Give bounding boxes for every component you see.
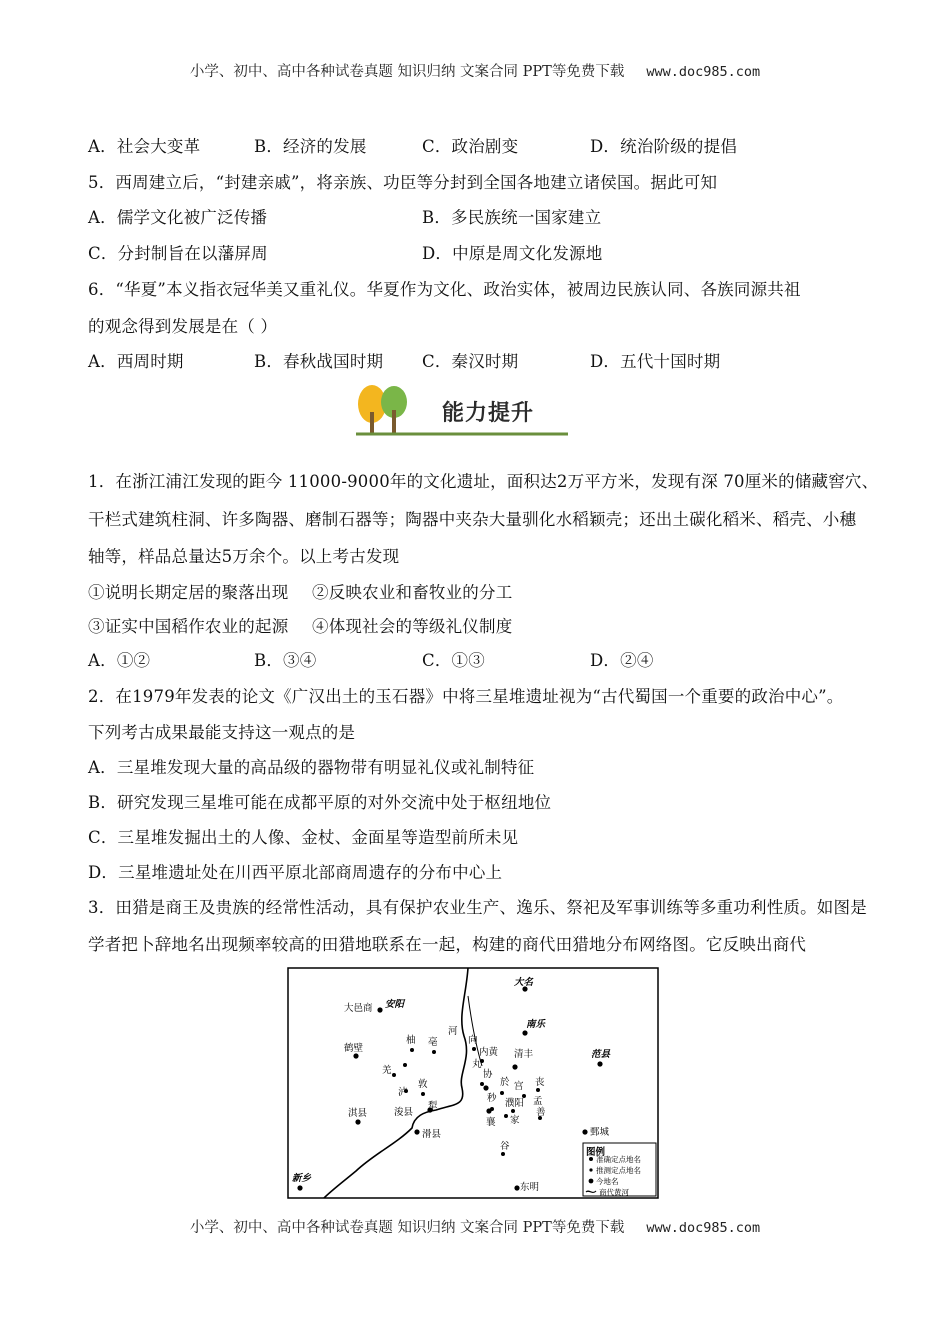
p2-option-a: A．三星堆发现大量的高品级的器物带有明显礼仪或礼制特征 bbox=[88, 758, 535, 777]
place-qiang: 羌 bbox=[382, 1065, 392, 1076]
p2-stem-line2: 下列考古成果最能支持这一观点的是 bbox=[88, 723, 356, 742]
p1-statement-3: ③证实中国稻作农业的起源 bbox=[88, 617, 289, 636]
p1-stem-line2: 干栏式建筑柱洞、许多陶器、磨制石器等；陶器中夹杂大量驯化水稻颖壳；还出土碳化稻米、稻壳、小穗 bbox=[88, 510, 857, 529]
q5-option-c: C．分封制旨在以藩屏周 bbox=[88, 244, 268, 263]
p1-option-d: D．②④ bbox=[590, 651, 654, 670]
place-neihuang: 内黄 bbox=[479, 1047, 499, 1058]
place-xinxiang: 新乡 bbox=[292, 1173, 312, 1184]
q5-option-a: A．儒学文化被广泛传播 bbox=[88, 208, 268, 227]
p1-option-b: B．③④ bbox=[254, 651, 317, 670]
p1-stem-line3: 轴等，样品总量达5万余个。以上考古发现 bbox=[88, 547, 400, 566]
q4-option-a: A．社会大变革 bbox=[88, 137, 201, 156]
q6-option-b: B．春秋战国时期 bbox=[254, 352, 384, 371]
place-sha: 秒 bbox=[487, 1093, 497, 1104]
place-gu: 谷 bbox=[500, 1141, 510, 1152]
place-puyang: 濮阳 bbox=[505, 1098, 525, 1109]
place-jiu: 丸 bbox=[472, 1059, 482, 1070]
q4-option-c: C．政治剧变 bbox=[422, 137, 519, 156]
q6-stem-line1: 6．“华夏”本义指衣冠华美又重礼仪。华夏作为文化、政治实体，被周边民族认同、各族同源共祖 bbox=[88, 280, 801, 299]
place-qixian: 淇县 bbox=[348, 1108, 368, 1119]
place-bo: 亳 bbox=[428, 1037, 438, 1048]
q6-option-c: C．秦汉时期 bbox=[422, 352, 519, 371]
place-qingfeng: 清丰 bbox=[514, 1049, 534, 1060]
place-nanle: 南乐 bbox=[526, 1019, 546, 1030]
p1-statement-2: ②反映农业和畜牧业的分工 bbox=[312, 583, 513, 602]
place-xie: 协 bbox=[483, 1069, 493, 1080]
place-gong: 宫 bbox=[514, 1081, 524, 1092]
header-text: 小学、初中、高中各种试卷真题 知识归纳 文案合同 PPT等免费下载 bbox=[189, 64, 625, 80]
place-fanxian: 范县 bbox=[591, 1049, 611, 1060]
place-anyang: 安阳 bbox=[385, 999, 405, 1010]
q6-stem-line2: 的观念得到发展是在（ ） bbox=[88, 317, 278, 336]
place-junxian: 浚县 bbox=[394, 1107, 414, 1118]
legend-accurate: 准确定点地名 bbox=[596, 1155, 641, 1164]
p2-option-b: B．研究发现三星堆可能在成都平原的对外交流中处于枢纽地位 bbox=[88, 793, 552, 812]
place-juancheng: 鄄城 bbox=[590, 1127, 610, 1138]
place-hebi: 鹤壁 bbox=[344, 1043, 364, 1054]
place-xiang: 向 bbox=[468, 1035, 478, 1046]
section-title: 能力提升 bbox=[442, 401, 535, 426]
p3-stem-line2: 学者把卜辞地名出现频率较高的田猎地联系在一起，构建的商代田猎地分布网络图。它反映出商代 bbox=[88, 935, 807, 954]
place-meng: 孟 bbox=[533, 1096, 543, 1107]
p1-statement-1: ①说明长期定居的聚落出现 bbox=[88, 583, 289, 602]
legend-river: 商代黄河 bbox=[599, 1188, 629, 1197]
section-banner bbox=[350, 382, 570, 440]
legend-title: 图例 bbox=[586, 1147, 606, 1158]
q4-option-b: B．经济的发展 bbox=[254, 137, 367, 156]
place-sang: 丧 bbox=[535, 1077, 545, 1088]
q5-stem: 5．西周建立后，“封建亲戚”，将亲族、功臣等分封到全国各地建立诸侯国。据此可知 bbox=[88, 173, 718, 192]
p2-stem-line1: 2．在1979年发表的论文《广汉出土的玉石器》中将三星堆遗址视为“古代蜀国一个重要的政治中心”。 bbox=[88, 687, 844, 706]
place-lu: 泸 bbox=[398, 1087, 408, 1098]
place-he: 河 bbox=[448, 1026, 458, 1037]
place-li: 犁 bbox=[428, 1101, 438, 1112]
q4-option-d: D．统治阶级的提倡 bbox=[590, 137, 738, 156]
place-dun: 敦 bbox=[418, 1079, 428, 1090]
page-footer bbox=[0, 1216, 950, 1237]
p1-statement-4: ④体现社会的等级礼仪制度 bbox=[312, 617, 513, 636]
place-you: 柚 bbox=[406, 1035, 416, 1046]
p2-option-d: D．三星堆遗址处在川西平原北部商周遗存的分布中心上 bbox=[88, 863, 503, 882]
p1-stem-line1: 1．在浙江浦江发现的距今 11000-9000年的文化遗址，面积达2万平方米，发现有深 70厘米的储藏窖穴、 bbox=[88, 472, 879, 491]
footer-site: www.doc985.com bbox=[646, 1220, 761, 1236]
place-jia: 家 bbox=[510, 1115, 520, 1126]
place-huaxian: 滑县 bbox=[422, 1129, 442, 1140]
p2-option-c: C．三星堆发掘出土的人像、金杖、金面星等造型前所未见 bbox=[88, 828, 519, 847]
q5-option-b: B．多民族统一国家建立 bbox=[422, 208, 602, 227]
legend-modern: 今地名 bbox=[596, 1177, 619, 1186]
place-xiang2: 襄 bbox=[486, 1117, 496, 1128]
q6-option-d: D．五代十国时期 bbox=[590, 352, 721, 371]
place-daming: 大名 bbox=[514, 977, 534, 988]
q5-option-d: D．中原是周文化发源地 bbox=[422, 244, 603, 263]
q6-option-a: A．西周时期 bbox=[88, 352, 184, 371]
page-header bbox=[0, 60, 950, 81]
legend-estimated: 推测定点地名 bbox=[596, 1166, 641, 1175]
place-dongming: 东明 bbox=[520, 1182, 540, 1193]
header-site: www.doc985.com bbox=[646, 64, 761, 80]
footer-text: 小学、初中、高中各种试卷真题 知识归纳 文案合同 PPT等免费下载 bbox=[189, 1220, 625, 1236]
place-yu: 於 bbox=[500, 1077, 510, 1088]
p3-stem-line1: 3．田猎是商王及贵族的经常性活动，具有保护农业生产、逸乐、祭祀及军事训练等多重功利性质。如图是 bbox=[88, 898, 867, 917]
place-shan: 善 bbox=[536, 1107, 546, 1118]
p1-option-c: C．①③ bbox=[422, 651, 485, 670]
shang-hunting-map bbox=[286, 966, 662, 1202]
place-daliushang: 大邑商 bbox=[344, 1003, 373, 1014]
p1-option-a: A．①② bbox=[88, 651, 151, 670]
